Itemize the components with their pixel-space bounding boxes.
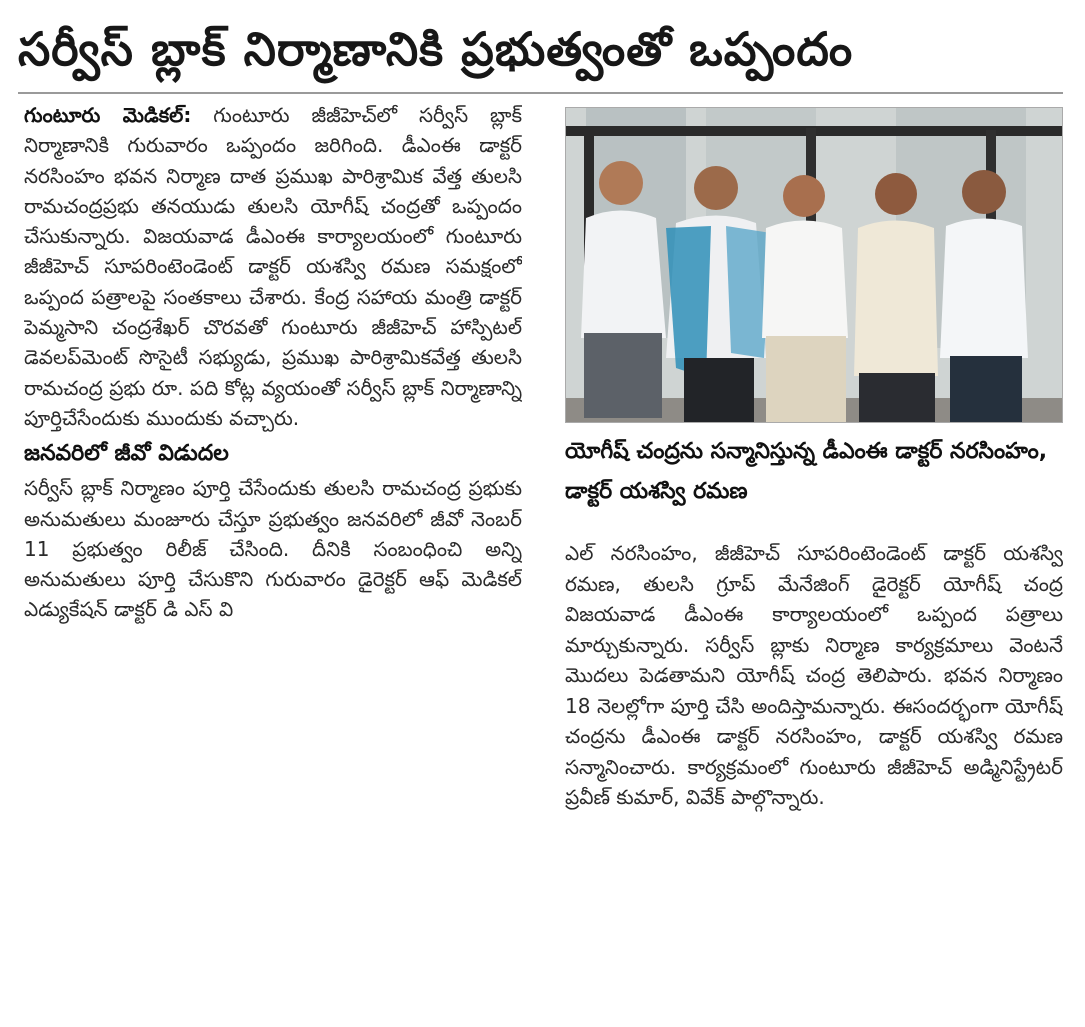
right-column — [565, 538, 1063, 1020]
headline-rule — [18, 92, 1063, 94]
photo-caption: యోగీష్ చంద్రను సన్మానిస్తున్న డీఎంఈ డాక్టర్ నరసింహం, డాక్టర్ యశస్వి రమణ — [565, 439, 1048, 504]
headline: సర్వీస్ బ్లాక్ నిర్మాణానికి ప్రభుత్వంతో ఒప్పందం — [18, 22, 854, 76]
photo-illustration — [566, 108, 1062, 422]
lead-text: గుంటూరు జీజీహెచ్‌లో సర్వీస్ బ్లాక్ నిర్మాణానికి గురువారం ఒప్పందం జరిగింది. డీఎంఈ డాక్టర్ నరసింహం భవన నిర్మాణ దాత ప్రముఖ పారిశ్రామిక వేత్త తులసి రామచంద్రప్రభు తనయుడు తులసి యోగీష్ చంద్రతో ఒప్పందం చేసుకున్నారు. విజయవాడ డీఎంఈ కార్యాలయంలో గుంటూరు జీజీహెచ్ సూపరింటెండెంట్ డాక్టర్ యశస్వి రమణ సమక్షంలో ఒప్పంద పత్రాలపై సంతకాలు చేశారు. కేంద్ర సహాయ మంత్రి డాక్టర్ పెమ్మసాని చంద్రశేఖర్ చొరవతో గుంటూరు జీజీహెచ్ హాస్పిటల్ డెవలప్‌మెంట్ సొసైటీ సభ్యుడు, ప్రముఖ పారిశ్రామికవేత్త తులసి రామచంద్ర ప్రభు రూ. పది కోట్ల వ్యయంతో సర్వీస్ బ్లాక్ నిర్మాణాన్ని పూర్తిచేసేందుకు ముందుకు వచ్చారు. — [24, 103, 522, 430]
subheading: జనవరిలో జీవో విడుదల — [24, 441, 229, 467]
lead-paragraph — [24, 100, 522, 433]
right-paragraph: ఎల్ నరసింహం, జీజీహెచ్ సూపరింటెండెంట్ డాక్టర్ యశస్వి రమణ, తులసి గ్రూప్ మేనేజింగ్ డైరెక్టర్ యోగీష్ చంద్ర విజయవాడ డీఎంఈ కార్యాలయంలో ఒప్పంద పత్రాలు మార్చుకున్నారు. సర్వీస్ బ్లాకు నిర్మాణ కార్యక్రమాలు వెంటనే మొదలు పెడతామని యోగీష్ చంద్ర తెలిపారు. భవన నిర్మాణం 18 నెలల్లోగా పూర్తి చేసి అందిస్తామన్నారు. ఈసందర్భంగా యోగీష్ చంద్రను డీఎంఈ డాక్టర్ నరసింహం, డాక్టర్ యశస్వి రమణ సన్మానించారు. కార్యక్రమంలో గుంటూరు జీజీహెచ్ అడ్మినిస్ట్రేటర్ ప్రవీణ్ కుమార్, వివేక్ పాల్గొన్నారు. — [565, 541, 1063, 809]
news-photo — [565, 107, 1063, 423]
left-column — [24, 100, 522, 1020]
left-continuation: సర్వీస్ బ్లాక్ నిర్మాణం పూర్తి చేసేందుకు తులసి రామచంద్ర ప్రభుకు అనుమతులు మంజూరు చేస్తూ ప్రభుత్వం జనవరిలో జీవో నెంబర్ 11 ప్రభుత్వం రిలీజ్ చేసింది. దీనికి సంబంధించి అన్ని అనుమతులు పూర్తి చేసుకొని గురువారం డైరెక్టర్ ఆఫ్ మెడికల్ ఎడ్యుకేషన్ డాక్టర్ డి ఎస్ వి — [24, 476, 522, 622]
dateline: గుంటూరు మెడికల్: — [24, 103, 192, 127]
